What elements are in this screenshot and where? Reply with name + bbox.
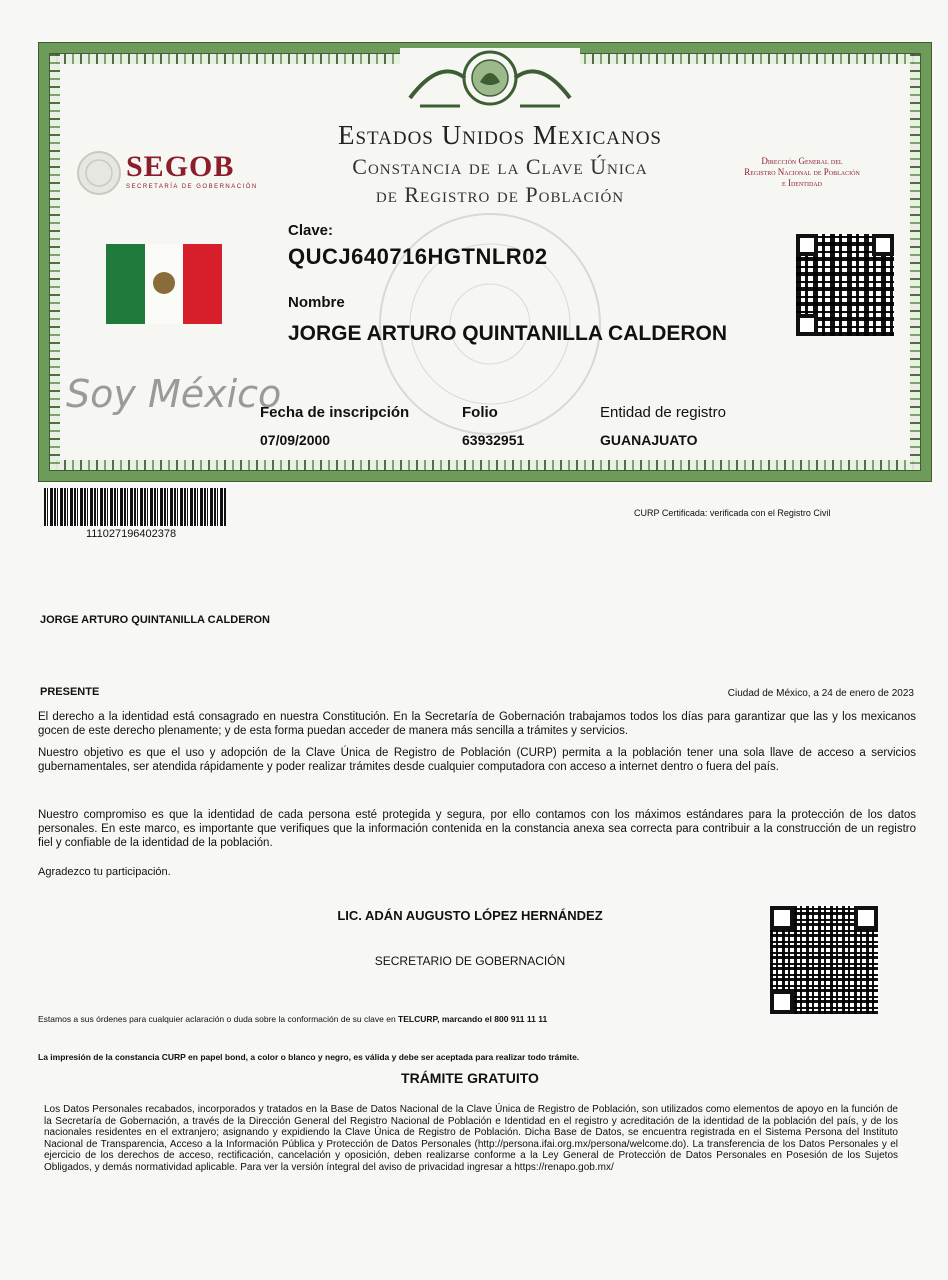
bottom-border-pattern <box>50 460 920 470</box>
segob-logo-text: SEGOB <box>126 150 235 183</box>
clave-label: Clave: <box>288 222 334 239</box>
thanks-text: Agradezco tu participación. <box>38 866 171 878</box>
entidad-value: GUANAJUATO <box>600 432 698 448</box>
document-title-line1: Constancia de la Clave Única <box>352 154 648 179</box>
renapo-line3: e Identidad <box>782 178 822 188</box>
curp-certified-note: CURP Certificada: verificada con el Registro Civil <box>634 508 831 518</box>
signer-title: SECRETARIO DE GOBERNACIÓN <box>374 954 566 968</box>
presente-text: PRESENTE <box>40 686 100 698</box>
certificate-inner-panel <box>49 53 921 471</box>
paragraph-1: El derecho a la identidad está consagrado en nuestra Constitución. En la Secretaría de Gobernación trabajamos todos los días para garantizar que las y los mexicanos gocen de este derecho plenamente; y de esta forma puedan acceder de manera más sencilla a trámites y servicios. <box>38 711 916 737</box>
nombre-value: JORGE ARTURO QUINTANILLA CALDERON <box>288 322 728 345</box>
contact-line <box>38 1014 547 1024</box>
nombre-label: Nombre <box>288 294 345 311</box>
clave-value: QUCJ640716HGTNLR02 <box>288 244 548 269</box>
place-date: Ciudad de México, a 24 de enero de 2023 <box>727 688 914 699</box>
renapo-line2: Registro Nacional de Población <box>744 167 860 177</box>
entidad-label: Entidad de registro <box>600 404 726 421</box>
privacy-notice: Los Datos Personales recabados, incorporados y tratados en la Base de Datos Nacional de la Clave Única de Registro de Población, son utilizados como elementos de apoyo en la función de la Secretaría de Gobernación, a través de la Dirección General del Registro Nacional de Población e Identidad en el registro y acreditación de la identidad de la población del país, y de los nacionales residentes en el extranjero; asignando y expidiendo la Clave Única de Registro de Población. Dicha Base de Datos, se encuentra registrada en el Sistema Persona del Instituto Nacional de Transparencia, Acceso a la Información Pública y Protección de Datos Personales (http://persona.ifai.org.mx/persona/welcome.do). La transferencia de los Datos Personales y el ejercicio de los derechos de acceso, rectificación, cancelación y oposición, deben realizarse conforme a la Ley General de Protección de Datos Personales en Posesión de los Sujetos Obligados, y demás normatividad aplicable. Para ver la versión íntegral del aviso de privacidad ingresar a https://renapo.gob.mx/ <box>44 1104 898 1173</box>
mexico-flag-icon <box>106 244 222 324</box>
left-border-pattern <box>50 54 60 470</box>
contact-phone: TELCURP, marcando el 800 911 11 11 <box>398 1014 548 1024</box>
document-title-line2: de Registro de Población <box>375 182 625 207</box>
segob-subtitle: SECRETARÍA DE GOBERNACIÓN <box>126 184 258 190</box>
paragraph-3: Nuestro compromiso es que la identidad de cada persona esté protegida y segura, por ello contamos con los máximos estándares para la protección de los datos personales. En este marco, es importante que verifiques que la información contenida en la constancia anexa sea correcta para contribuir a la construcción de un registro fiel y confiable de la identidad de la población. <box>38 809 916 849</box>
print-notice: La impresión de la constancia CURP en papel bond, a color o blanco y negro, es válida y debe ser aceptada para realizar todo trámite. <box>38 1052 580 1062</box>
segob-emblem-icon <box>76 150 122 196</box>
folio-value: 63932951 <box>462 432 525 448</box>
contact-prefix: Estamos a sus órdenes para cualquier aclaración o duda sobre la conformación de su clave en <box>38 1014 399 1024</box>
letter-recipient: JORGE ARTURO QUINTANILLA CALDERON <box>40 614 270 626</box>
certificate-qr-code <box>796 234 894 336</box>
folio-label: Folio <box>462 404 498 421</box>
fecha-value: 07/09/2000 <box>260 432 331 448</box>
signature-qr-code <box>770 906 878 1014</box>
renapo-line1: Dirección General del <box>761 156 843 166</box>
curp-certificate-card <box>38 42 932 482</box>
country-title: Estados Unidos Mexicanos <box>338 120 662 150</box>
fecha-label: Fecha de inscripción <box>260 404 410 421</box>
renapo-block <box>702 156 902 189</box>
free-procedure: TRÁMITE GRATUITO <box>401 1070 539 1086</box>
coat-of-arms-icon <box>400 48 580 112</box>
right-border-pattern <box>910 54 920 470</box>
paragraph-2: Nuestro objetivo es que el uso y adopción de la Clave Única de Registro de Población (CURP) permita a la población tener una sola llave de acceso a servicios gubernamentales, ser atendida rápidamente y poder realizar trámites desde cualquier computadora con acceso a internet dentro o fuera del país. <box>38 747 916 773</box>
signer-name: LIC. ADÁN AUGUSTO LÓPEZ HERNÁNDEZ <box>337 908 603 923</box>
slogan-text: Soy México <box>66 372 282 416</box>
barcode <box>44 488 226 526</box>
barcode-number: 111027196402378 <box>86 528 177 540</box>
